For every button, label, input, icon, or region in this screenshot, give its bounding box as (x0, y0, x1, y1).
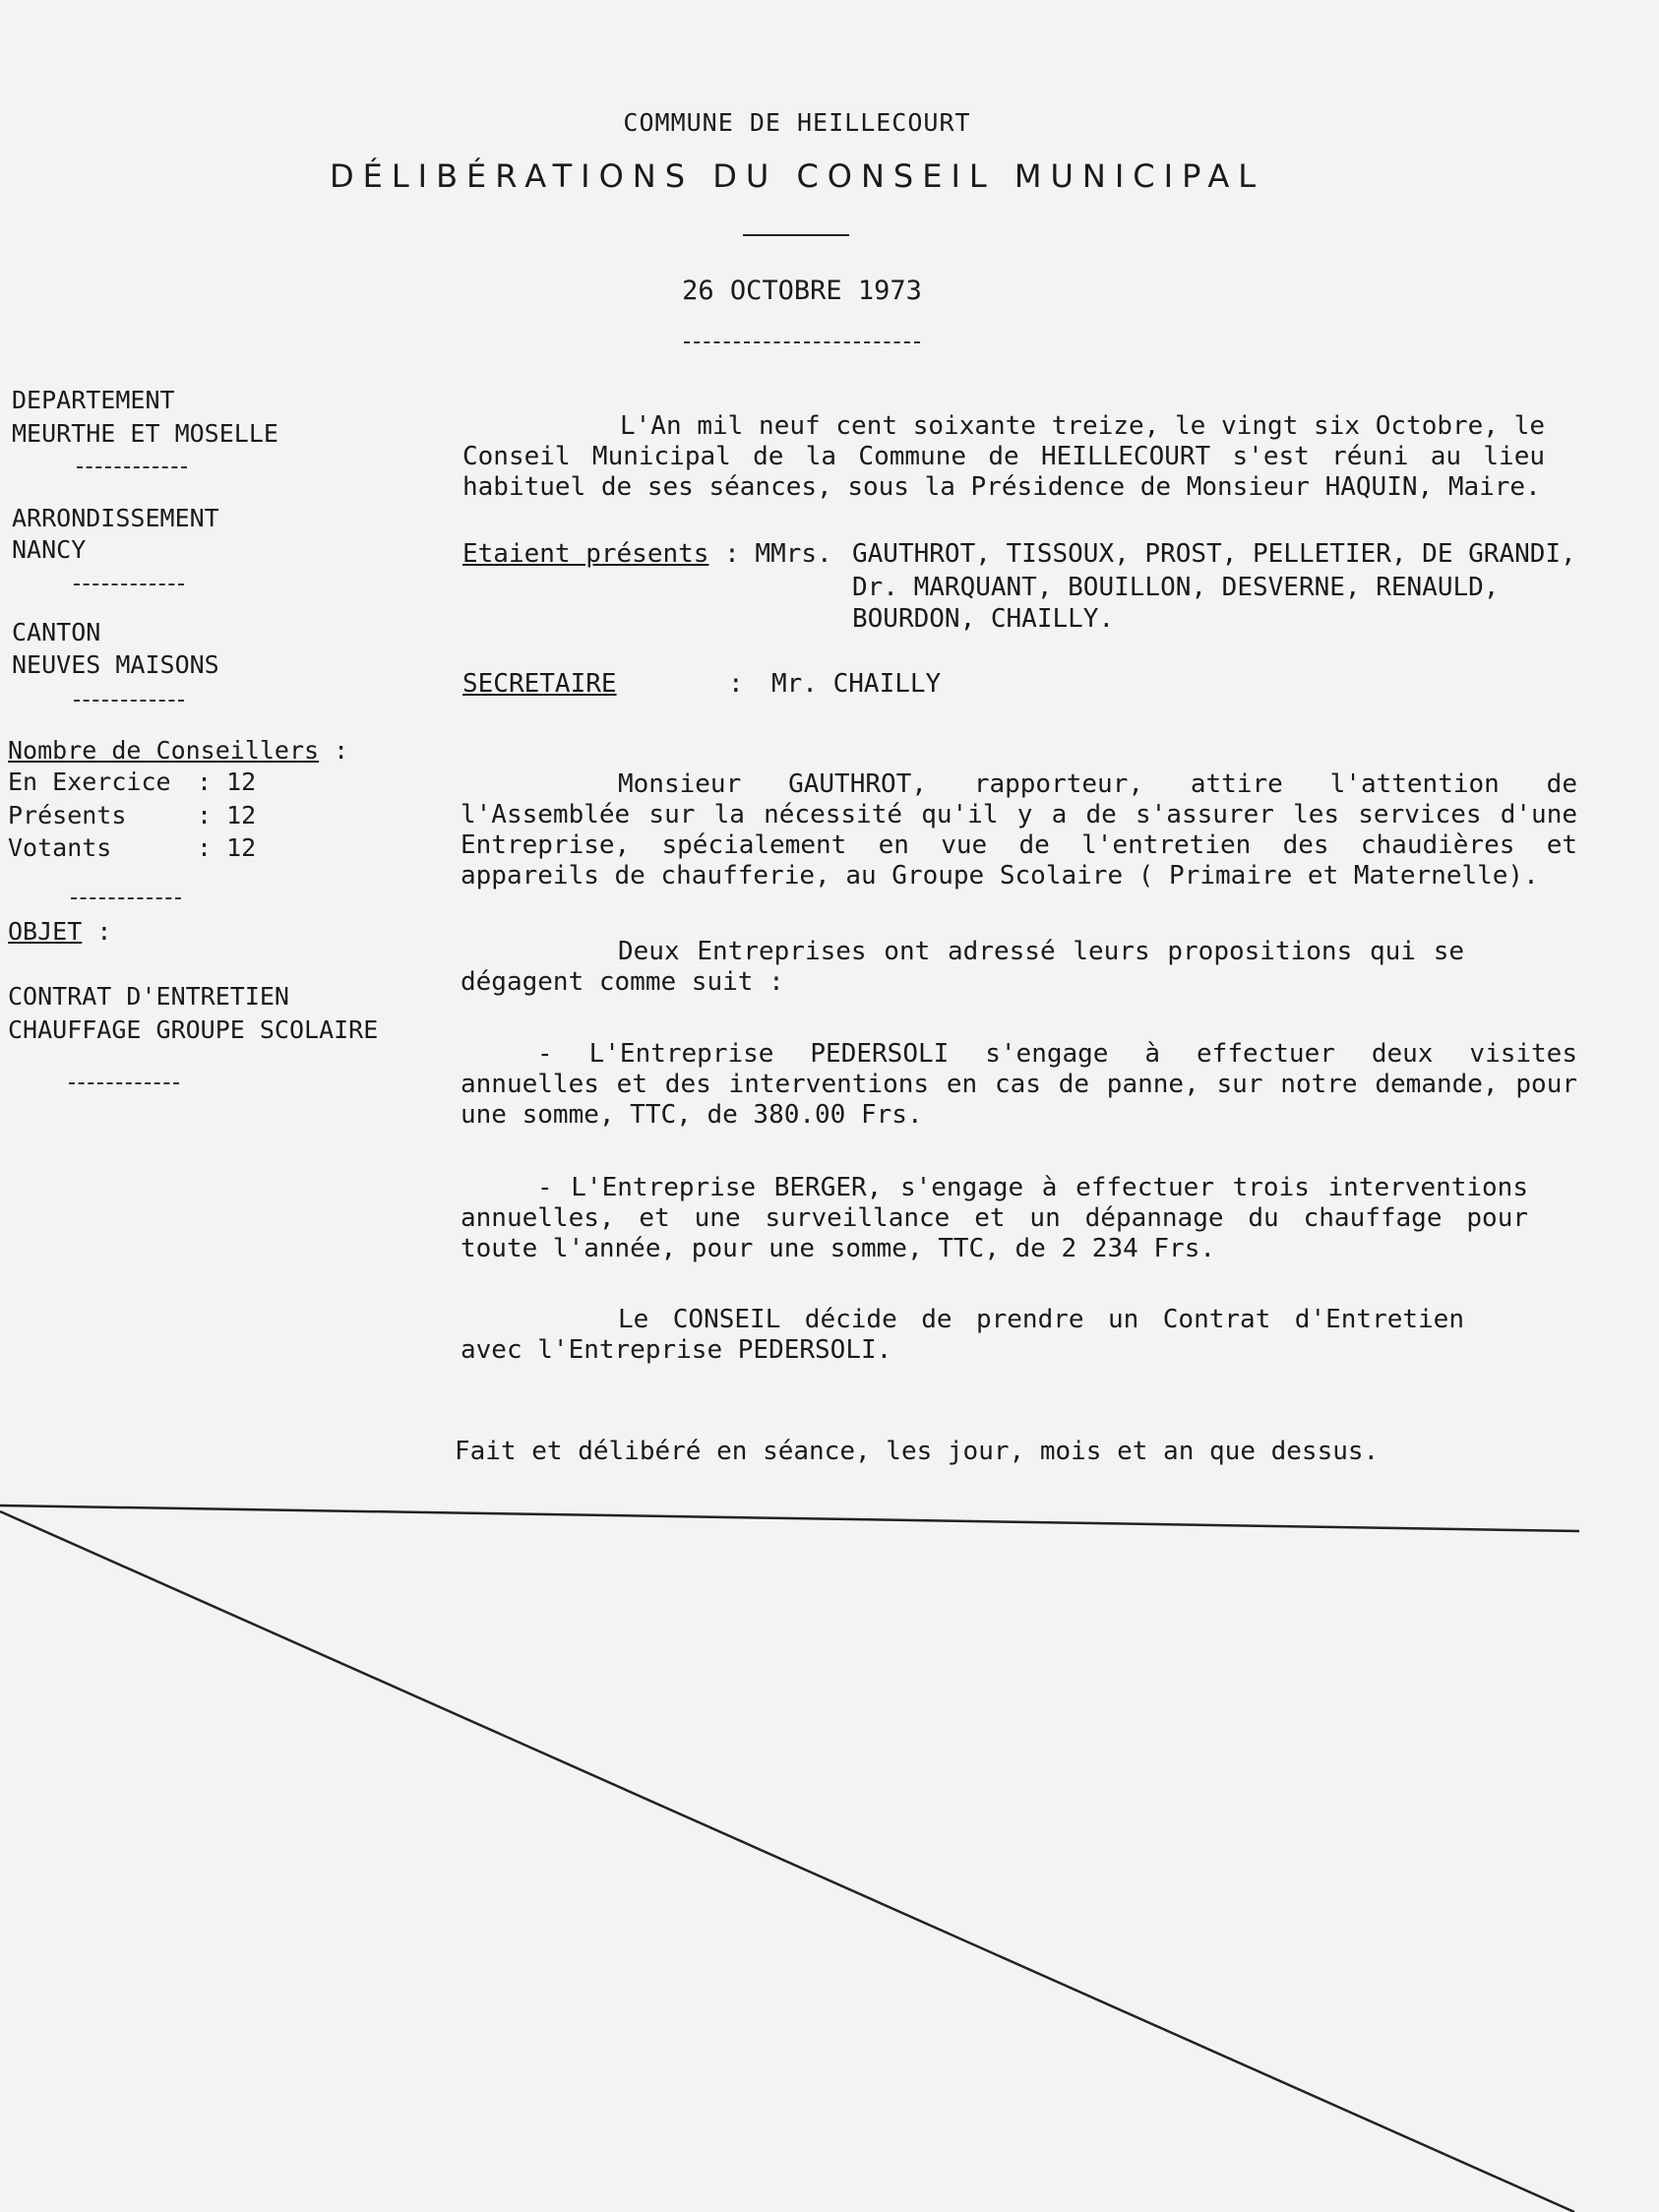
horizontal-closing-rule (0, 1505, 1579, 1531)
departement-label: DEPARTEMENT (12, 386, 175, 414)
votants-label: Votants (8, 833, 112, 862)
berger-paragraph: - L'Entreprise BERGER, s'engage à effectuer trois interventions annuelles, et une surveillance et un dépannage du chauffage pour toute l'année, pour une somme, TTC, de 2 234 Frs. (461, 1173, 1528, 1263)
en-exercice-value: : 12 (197, 768, 257, 796)
intro-paragraph: L'An mil neuf cent soixante treize, le vingt six Octobre, le Conseil Municipal de la Commune de HEILLECOURT s'est réuni au lieu habituel de ses séances, sous la Présidence de Monsieur HAQUIN, Maire. (462, 411, 1545, 502)
decision-paragraph: Le CONSEIL décide de prendre un Contrat d'Entretien avec l'Entreprise PEDERSOLI. (461, 1305, 1464, 1365)
rapport-paragraph: Monsieur GAUTHROT, rapporteur, attire l'attention de l'Assemblée sur la nécessité qu'il y a de s'assurer les services d'une Entreprise, spécialement en vue de l'entretien des chaudières et appareils de chaufferie, au Groupe Scolaire ( Primaire et Maternelle). (461, 769, 1577, 891)
objet-line-2: CHAUFFAGE GROUPE SCOLAIRE (8, 1015, 379, 1044)
secretaire-label: SECRETAIRE (462, 669, 617, 699)
presents-line-2: Dr. MARQUANT, BOUILLON, DESVERNE, RENAULD, (852, 573, 1500, 602)
diagonal-strike-line (0, 1511, 1574, 2212)
presents-value: : 12 (197, 801, 257, 830)
canton-label: CANTON (12, 618, 101, 646)
presents-line-3: BOURDON, CHAILLY. (852, 604, 1115, 634)
objet-line-1: CONTRAT D'ENTRETIEN (8, 982, 289, 1011)
secretaire-value: Mr. CHAILLY (771, 669, 942, 699)
en-exercice-label: En Exercice (8, 768, 171, 796)
pedersoli-paragraph: - L'Entreprise PEDERSOLI s'engage à effectuer deux visites annuelles et des interventions en cas de panne, sur notre demande, pour une somme, TTC, de 380.00 Frs. (461, 1039, 1577, 1130)
presents-line-1: GAUTHROT, TISSOUX, PROST, PELLETIER, DE GRANDI, (852, 539, 1576, 569)
objet-heading: OBJET : (8, 917, 112, 946)
arrondissement-label: ARRONDISSEMENT (12, 504, 219, 532)
presents-label: Présents (8, 801, 127, 830)
arrondissement-value: NANCY (12, 535, 87, 564)
commune-heading: COMMUNE DE HEILLECOURT (623, 108, 971, 137)
presents-heading: Etaient présents : MMrs. (462, 539, 832, 569)
session-date: 26 OCTOBRE 1973 (682, 276, 922, 306)
conseillers-heading: Nombre de Conseillers : (8, 736, 349, 765)
votants-value: : 12 (197, 833, 257, 862)
page-title: DÉLIBÉRATIONS DU CONSEIL MUNICIPAL (329, 157, 1265, 195)
canton-value: NEUVES MAISONS (12, 650, 219, 679)
departement-value: MEURTHE ET MOSELLE (12, 419, 278, 448)
secretaire-sep: : (728, 669, 744, 699)
propositions-paragraph: Deux Entreprises ont adressé leurs propositions qui se dégagent comme suit : (461, 937, 1464, 997)
closing-line: Fait et délibéré en séance, les jour, mois et an que dessus. (455, 1437, 1380, 1466)
